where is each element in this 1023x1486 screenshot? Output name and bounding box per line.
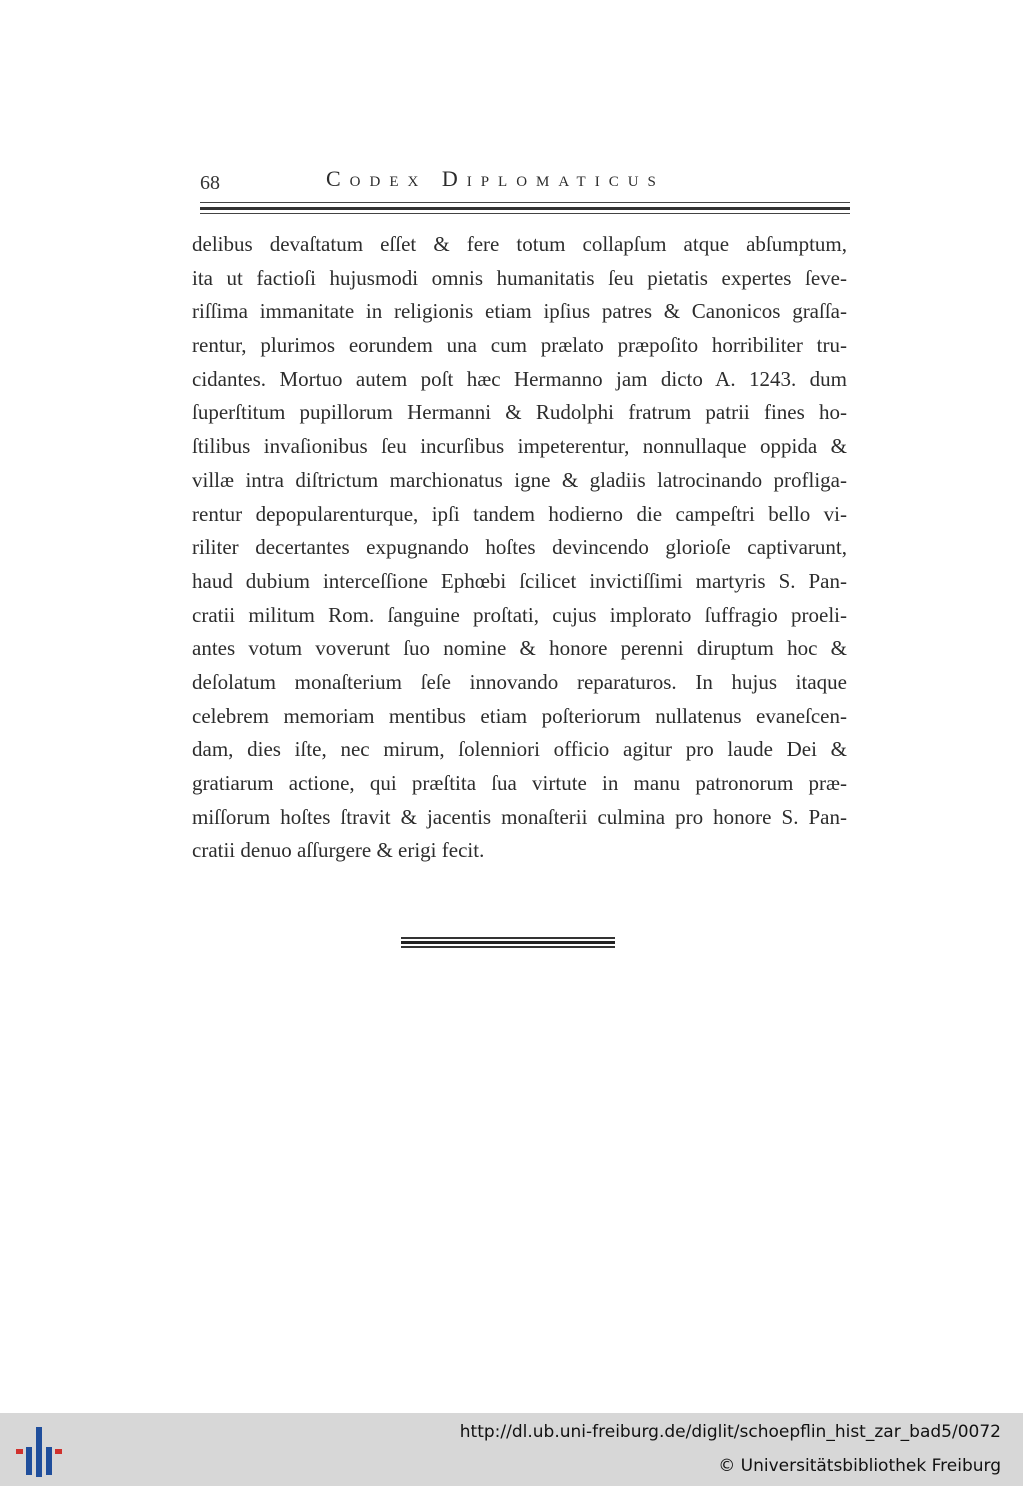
text-line: rentur, plurimos eorundem una cum prælato præpoſito horribiliter tru-	[192, 333, 847, 358]
text-line: ita ut factioſi hujusmodi omnis humanitatis ſeu pietatis expertes ſeve-	[192, 265, 847, 290]
text-line: celebrem memoriam mentibus etiam poſteriorum nullatenus evaneſcen-	[192, 703, 847, 728]
text-line: villæ intra diſtrictum marchionatus igne & gladiis latrocinando profliga-	[192, 467, 847, 492]
end-ornament-rule	[401, 937, 615, 949]
running-title: Codex Diplomaticus	[326, 166, 665, 191]
text-line: riliter decertantes expugnando hoſtes devincendo glorioſe captivarunt,	[192, 535, 847, 560]
source-url[interactable]: http://dl.ub.uni-freiburg.de/diglit/schoepflin_hist_zar_bad5/0072	[459, 1422, 1001, 1442]
header-rule	[200, 202, 850, 216]
text-line: cratii denuo aſſurgere & erigi fecit.	[192, 838, 485, 863]
text-line: miſſorum hoſtes ſtravit & jacentis monaſterii culmina pro honore S. Pan-	[192, 804, 847, 829]
text-line: gratiarum actione, qui præſtita ſua virtute in manu patronorum præ-	[192, 771, 847, 795]
text-line: ſuperſtitum pupillorum Hermanni & Rudolphi fratrum patrii fines ho-	[192, 400, 847, 425]
page-number: 68	[200, 172, 220, 194]
text-line: dam, dies iſte, nec mirum, ſolenniori officio agitur pro laude Dei &	[192, 737, 847, 762]
text-line: haud dubium interceſſione Ephœbi ſcilicet invictiſſimi martyris S. Pan-	[192, 568, 847, 593]
text-line: rentur depopularenturque, ipſi tandem hodierno die campeſtri bello vi-	[192, 501, 847, 526]
text-line: riſſima immanitate in religionis etiam ipſius patres & Canonicos graſſa-	[192, 299, 847, 324]
text-line: cratii militum Rom. ſanguine proſtati, cujus implorato ſuffragio proeli-	[192, 602, 847, 627]
text-line: ſtilibus invaſionibus ſeu incurſibus impeterentur, nonnullaque oppida &	[192, 434, 847, 459]
footer-bar	[0, 1413, 1023, 1486]
copyright-notice: © Universitätsbibliothek Freiburg	[718, 1456, 1001, 1476]
text-line: delibus devaſtatum eſſet & fere totum collapſum atque abſumptum,	[192, 232, 847, 256]
text-line: cidantes. Mortuo autem poſt hæc Hermanno jam dicto A. 1243. dum	[192, 366, 847, 391]
text-line: antes votum voverunt ſuo nomine & honore perenni diruptum hoc &	[192, 636, 847, 661]
ub-freiburg-logo-icon	[14, 1425, 66, 1479]
body-text	[192, 228, 847, 868]
text-line: deſolatum monaſterium ſeſe innovando reparaturos. In hujus itaque	[192, 669, 847, 694]
